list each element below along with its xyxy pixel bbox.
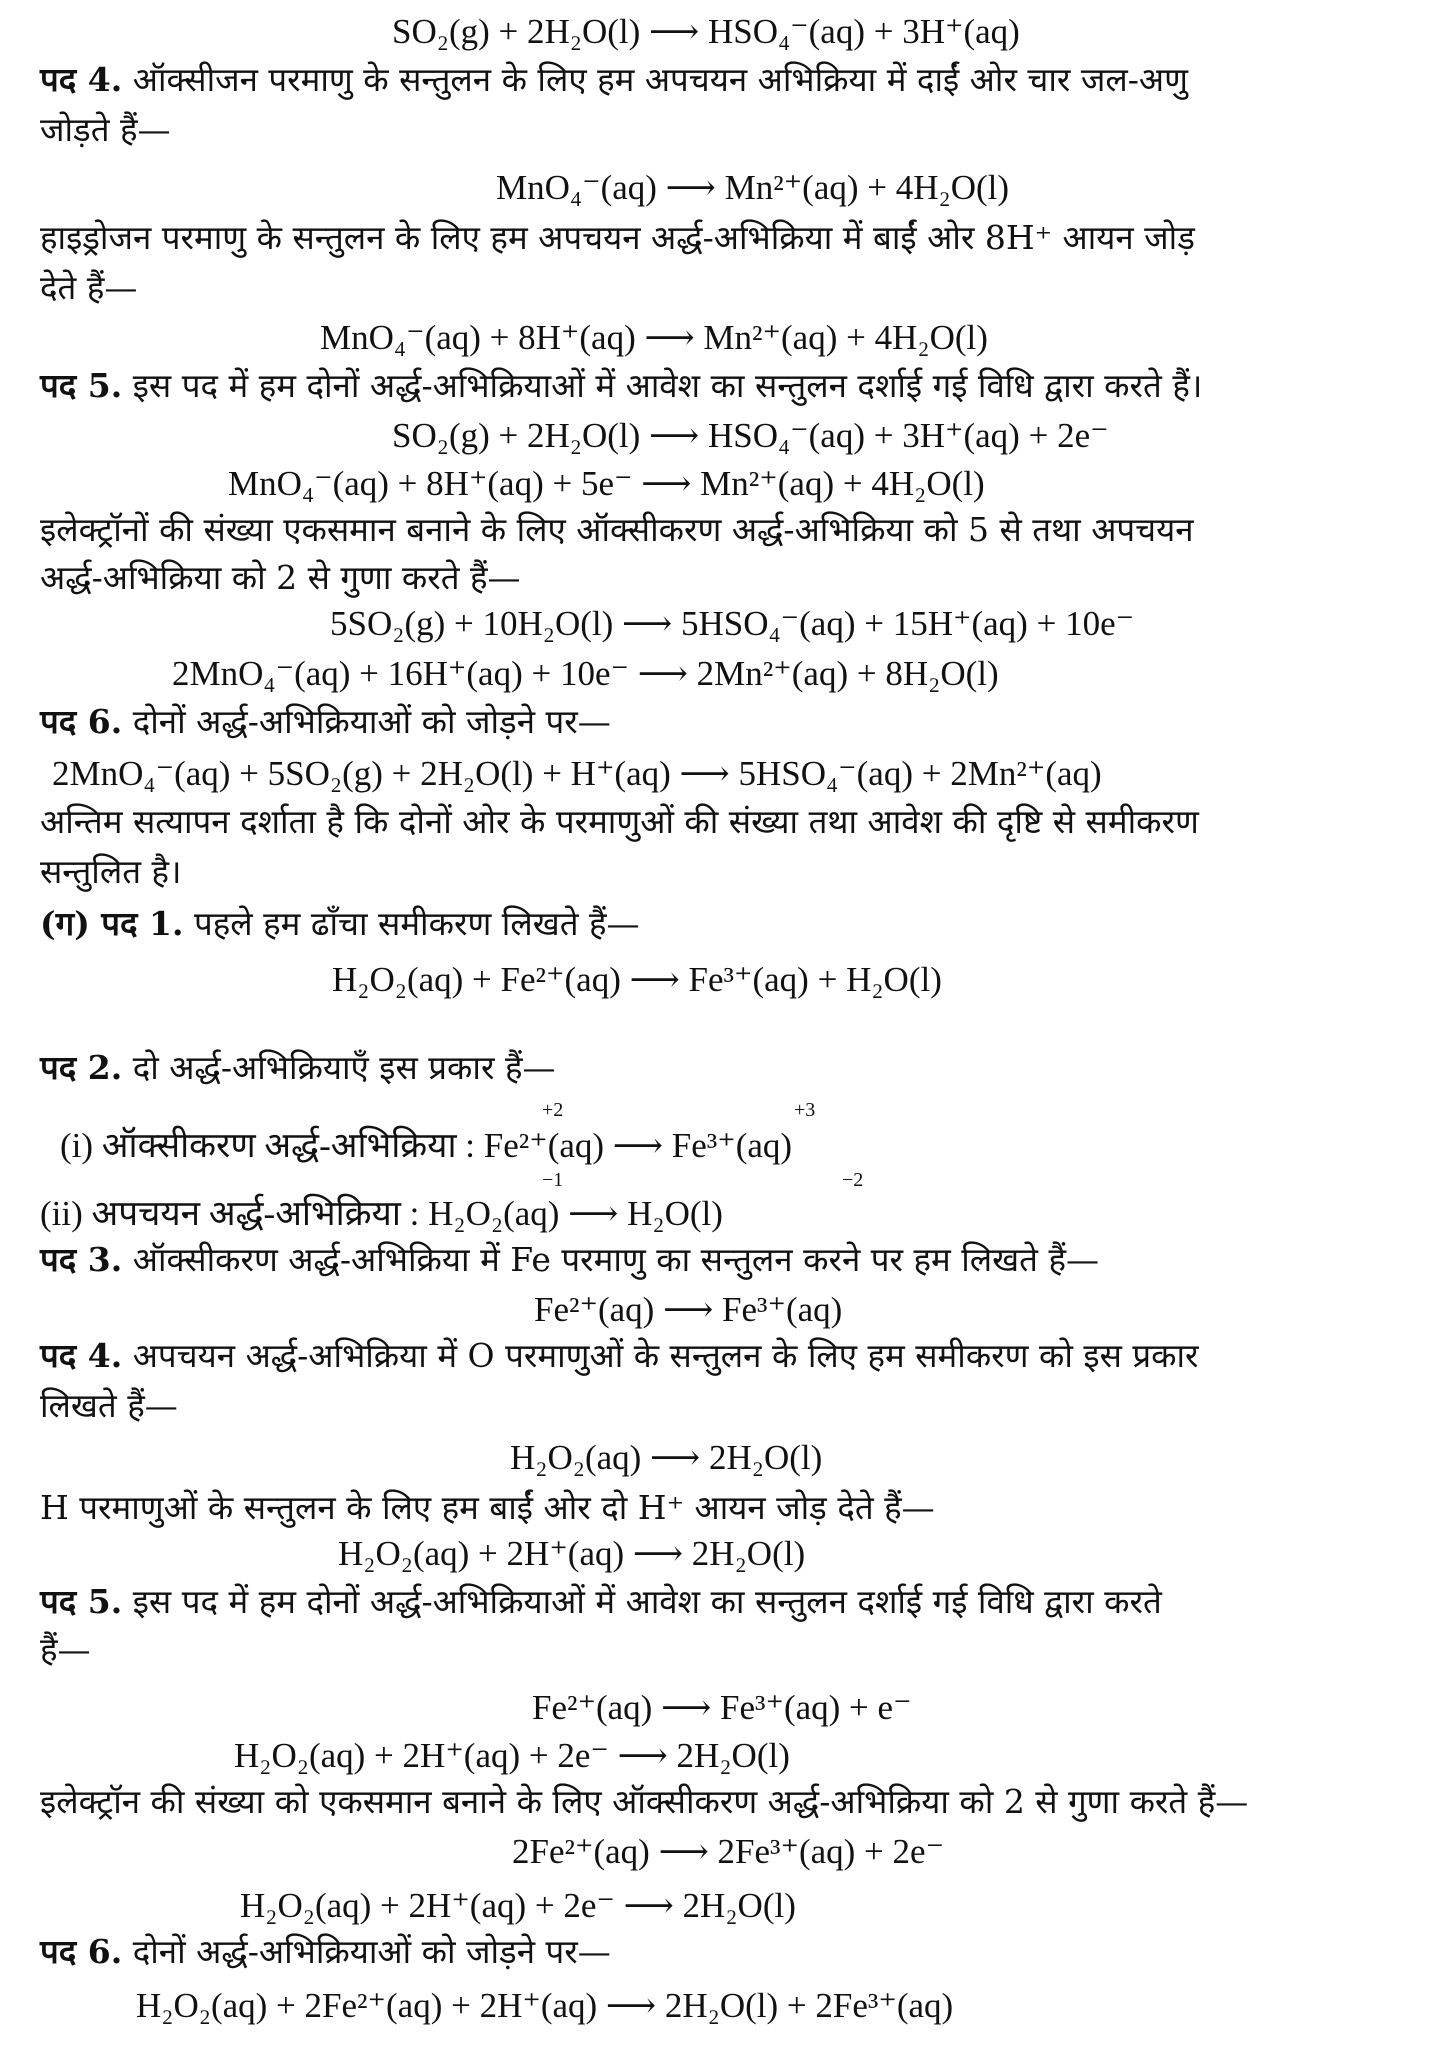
equation-line: (i) ऑक्सीकरण अर्द्ध-अभिक्रिया : Fe²⁺(aq) ⟶ Fe³⁺(aq) [60,1126,793,1165]
line-text: पहले हम ढाँचा समीकरण लिखते हैं— [194,904,640,943]
text-line: हैं— [40,1630,91,1669]
equation-line: H₂O₂(aq) ⟶ 2H₂O(l) [510,1438,823,1477]
text-line: लिखते हैं— [40,1386,178,1425]
equation-line: 5SO₂(g) + 10H₂O(l) ⟶ 5HSO₄⁻(aq) + 15H⁺(aq) + 10e⁻ [330,604,1135,643]
text-line: जोड़ते हैं— [40,110,171,149]
text-line [40,700,611,744]
equation-line: MnO₄⁻(aq) ⟶ Mn²⁺(aq) + 4H₂O(l) [496,168,1010,207]
equation-line: 2MnO₄⁻(aq) + 16H⁺(aq) + 10e⁻ ⟶ 2Mn²⁺(aq) + 8H₂O(l) [172,654,999,693]
equation-line: SO₂(g) + 2H₂O(l) ⟶ HSO₄⁻(aq) + 3H⁺(aq) [392,12,1020,51]
equation-line: 2Fe²⁺(aq) ⟶ 2Fe³⁺(aq) + 2e⁻ [512,1832,945,1871]
text-line: हाइड्रोजन परमाणु के सन्तुलन के लिए हम अपचयन अर्द्ध-अभिक्रिया में बाईं ओर 8H⁺ आयन जोड़ [40,218,1195,257]
text-line [40,1334,1199,1378]
equation-line: 2MnO₄⁻(aq) + 5SO₂(g) + 2H₂O(l) + H⁺(aq) ⟶ 5HSO₄⁻(aq) + 2Mn²⁺(aq) [52,754,1102,793]
step-label: (ग) पद 1. [40,904,184,943]
line-text: दोनों अर्द्ध-अभिक्रियाओं को जोड़ने पर— [132,1932,611,1971]
line-text: इस पद में हम दोनों अर्द्ध-अभिक्रियाओं में आवेश का सन्तुलन दर्शाई गई विधि द्वारा करते [132,1582,1162,1621]
oxidation-state-label: −2 [842,1169,864,1191]
text-line: इलेक्ट्रॉन की संख्या को एकसमान बनाने के लिए ऑक्सीकरण अर्द्ध-अभिक्रिया को 2 से गुणा करते हैं— [40,1782,1249,1821]
text-line: सन्तुलित है। [40,852,182,891]
text-line [40,364,1202,408]
text-line [40,58,1188,102]
line-text: ऑक्सीकरण अर्द्ध-अभिक्रिया में Fe परमाणु का सन्तुलन करने पर हम लिखते हैं— [132,1240,1099,1279]
text-line: देते हैं— [40,268,138,307]
text-line [40,1930,611,1974]
text-line: H परमाणुओं के सन्तुलन के लिए हम बाईं ओर दो H⁺ आयन जोड़ देते हैं— [40,1488,935,1527]
text-line: अर्द्ध-अभिक्रिया को 2 से गुणा करते हैं— [40,558,521,597]
step-label: पद 4. [40,1336,123,1375]
step-label: पद 3. [40,1240,123,1279]
line-text: अपचयन अर्द्ध-अभिक्रिया में O परमाणुओं के सन्तुलन के लिए हम समीकरण को इस प्रकार [132,1336,1199,1375]
step-label: पद 6. [40,702,123,741]
step-label: पद 6. [40,1932,123,1971]
line-text: इस पद में हम दोनों अर्द्ध-अभिक्रियाओं में आवेश का सन्तुलन दर्शाई गई विधि द्वारा करते हैं। [132,366,1203,405]
equation-line: MnO₄⁻(aq) + 8H⁺(aq) ⟶ Mn²⁺(aq) + 4H₂O(l) [320,318,988,357]
text-line: इलेक्ट्रॉनों की संख्या एकसमान बनाने के लिए ऑक्सीकरण अर्द्ध-अभिक्रिया को 5 से तथा अपचयन [40,510,1194,549]
text-line [40,1046,555,1090]
text-line [40,902,640,946]
equation-line: H₂O₂(aq) + 2H⁺(aq) ⟶ 2H₂O(l) [338,1534,806,1573]
oxidation-state-label: −1 [542,1169,564,1191]
equation-line: H₂O₂(aq) + 2H⁺(aq) + 2e⁻ ⟶ 2H₂O(l) [234,1736,790,1775]
equation-line: H₂O₂(aq) + 2Fe²⁺(aq) + 2H⁺(aq) ⟶ 2H₂O(l) + 2Fe³⁺(aq) [136,1986,954,2025]
equation-line: Fe²⁺(aq) ⟶ Fe³⁺(aq) [534,1290,843,1329]
step-label: पद 5. [40,1582,123,1621]
oxidation-state-label: +3 [794,1099,816,1121]
step-label: पद 2. [40,1048,123,1087]
equation-line: (ii) अपचयन अर्द्ध-अभिक्रिया : H₂O₂(aq) ⟶ H₂O(l) [40,1194,723,1233]
line-text: दो अर्द्ध-अभिक्रियाएँ इस प्रकार हैं— [132,1048,556,1087]
equation-line: H₂O₂(aq) + Fe²⁺(aq) ⟶ Fe³⁺(aq) + H₂O(l) [332,960,942,999]
text-line [40,1580,1162,1624]
equation-line: SO₂(g) + 2H₂O(l) ⟶ HSO₄⁻(aq) + 3H⁺(aq) + 2e⁻ [392,416,1109,455]
text-line: अन्तिम सत्यापन दर्शाता है कि दोनों ओर के परमाणुओं की संख्या तथा आवेश की दृष्टि से समीकरण [40,802,1199,841]
step-label: पद 4. [40,60,123,99]
step-label: पद 5. [40,366,123,405]
line-text: ऑक्सीजन परमाणु के सन्तुलन के लिए हम अपचयन अभिक्रिया में दाईं ओर चार जल-अणु [132,60,1188,99]
equation-line: Fe²⁺(aq) ⟶ Fe³⁺(aq) + e⁻ [532,1688,912,1727]
text-line [40,1238,1099,1282]
equation-line: MnO₄⁻(aq) + 8H⁺(aq) + 5e⁻ ⟶ Mn²⁺(aq) + 4H₂O(l) [228,464,985,503]
equation-line: H₂O₂(aq) + 2H⁺(aq) + 2e⁻ ⟶ 2H₂O(l) [240,1886,796,1925]
oxidation-state-label: +2 [542,1099,564,1121]
line-text: दोनों अर्द्ध-अभिक्रियाओं को जोड़ने पर— [132,702,611,741]
